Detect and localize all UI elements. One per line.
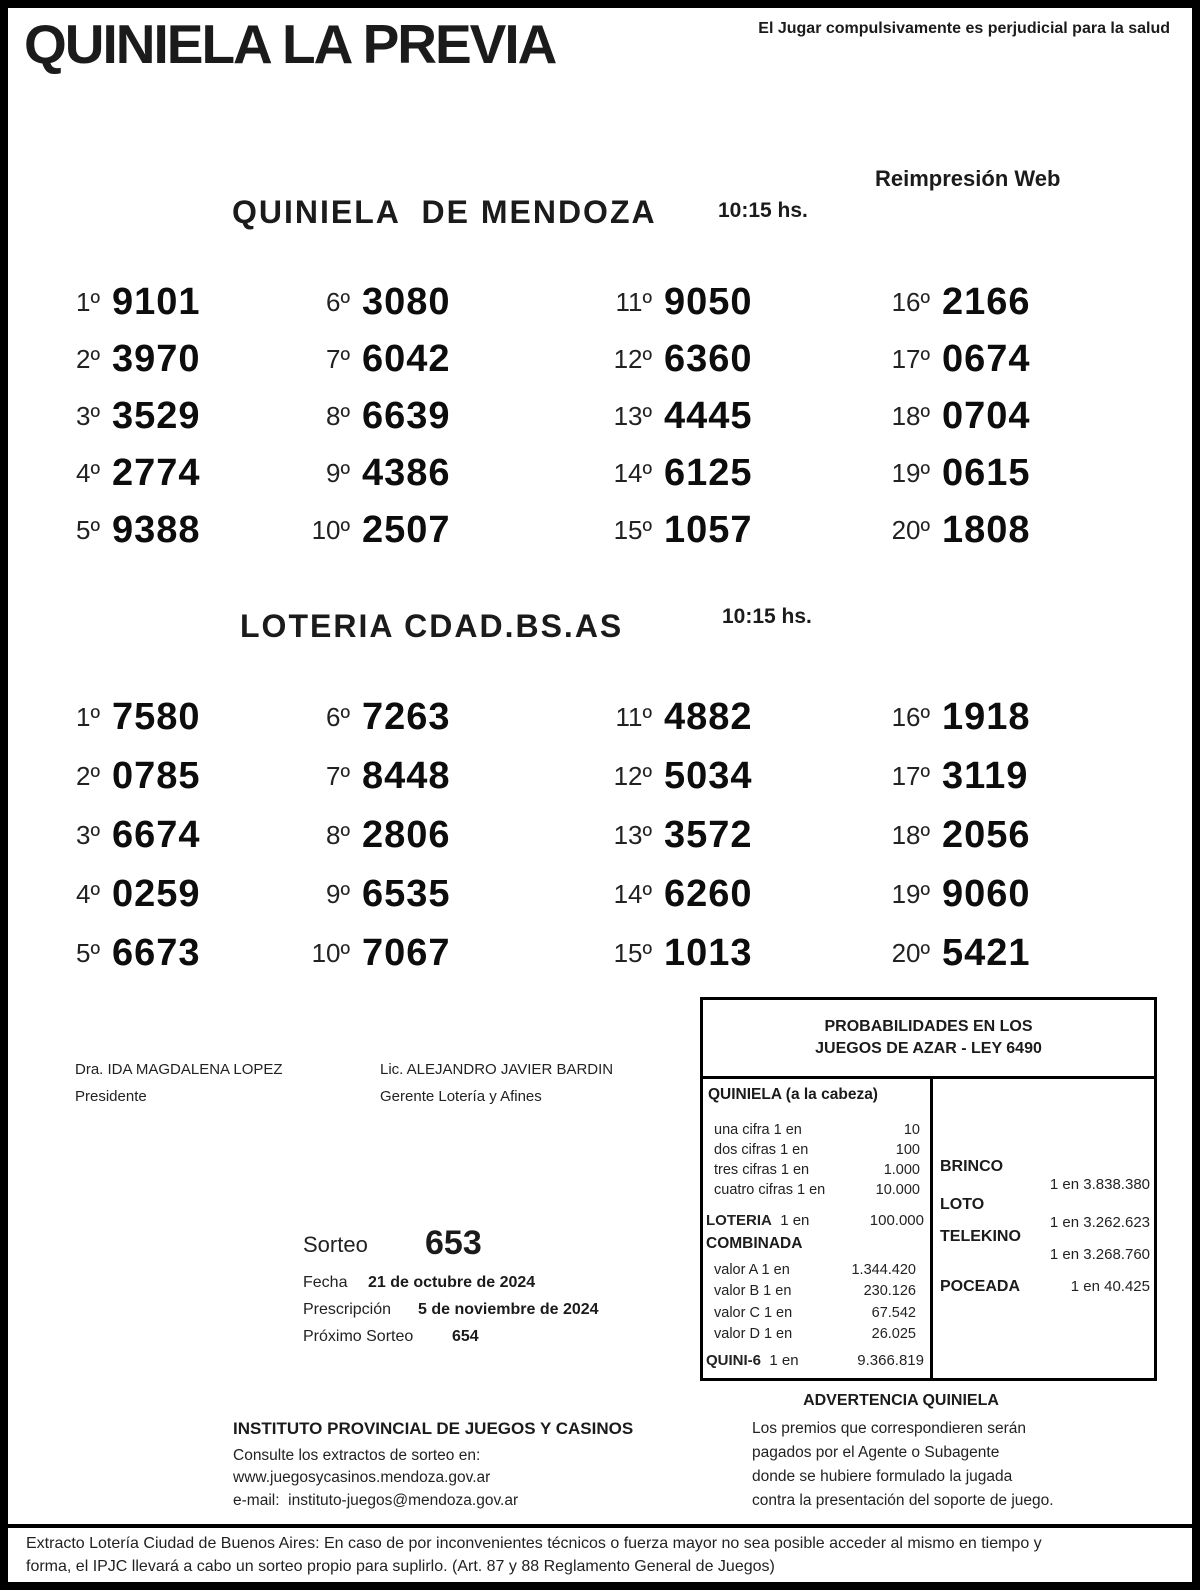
result-number: 2806 — [362, 814, 451, 856]
result-cell — [878, 865, 1108, 924]
email-label: e-mail: — [233, 1492, 280, 1509]
result-number: 6360 — [664, 338, 753, 380]
result-cell — [878, 747, 1108, 806]
result-cell — [48, 274, 298, 331]
bsas-draw-time: 10:15 hs. — [722, 605, 812, 628]
probability-label: tres cifras 1 en — [714, 1162, 810, 1178]
probability-value: 1.000 — [883, 1162, 920, 1178]
result-number: 0704 — [942, 395, 1031, 437]
probability-row — [714, 1302, 916, 1324]
mendoza-draw-time: 10:15 hs. — [718, 199, 808, 222]
result-position: 4º — [76, 458, 100, 488]
probability-label: dos cifras 1 en — [714, 1142, 809, 1158]
institute-email-line — [233, 1492, 518, 1510]
result-position: 10º — [311, 515, 350, 545]
result-number: 4882 — [664, 696, 753, 738]
sorteo-number: 653 — [425, 1224, 482, 1262]
result-number: 6260 — [664, 873, 753, 915]
probability-label: cuatro cifras 1 en — [714, 1182, 826, 1198]
result-cell — [878, 806, 1108, 865]
result-cell — [48, 865, 298, 924]
advertencia-line: Los premios que correspondieren serán — [752, 1420, 1026, 1437]
result-position: 1º — [76, 702, 100, 732]
result-cell — [48, 502, 298, 559]
game-name: LOTO — [940, 1196, 985, 1213]
result-cell — [298, 688, 600, 747]
result-position: 19º — [891, 458, 930, 488]
probability-label: valor B 1 en — [714, 1283, 792, 1300]
result-cell — [600, 806, 878, 865]
result-position: 7º — [326, 761, 350, 791]
loteria-odds-value: 100.000 — [869, 1212, 924, 1229]
result-position: 6º — [326, 287, 350, 317]
result-number: 1057 — [664, 509, 753, 551]
footer-line: Extracto Lotería Ciudad de Buenos Aires: En caso de por inconvenientes técnicos o fuerza mayor no sea posible acceder al mismo en tiempo y — [26, 1535, 1042, 1552]
result-cell — [298, 865, 600, 924]
result-position: 20º — [891, 515, 930, 545]
quiniela-odds-header: QUINIELA (a la cabeza) — [708, 1086, 878, 1103]
result-position: 13º — [613, 401, 652, 431]
result-number: 6125 — [664, 452, 753, 494]
result-cell — [600, 865, 878, 924]
mendoza-section-title: QUINIELA DE MENDOZA — [232, 194, 657, 230]
result-cell — [48, 688, 298, 747]
probability-row — [714, 1120, 920, 1140]
result-position: 11º — [615, 702, 652, 732]
result-position: 5º — [76, 515, 100, 545]
result-number: 2507 — [362, 509, 451, 551]
result-position: 15º — [613, 938, 652, 968]
result-number: 3572 — [664, 814, 753, 856]
advertencia-line: pagados por el Agente o Subagente — [752, 1444, 1000, 1461]
result-number: 4386 — [362, 452, 451, 494]
result-position: 18º — [891, 401, 930, 431]
result-cell — [298, 747, 600, 806]
game-odds — [940, 1278, 1150, 1296]
probabilities-header-divider — [700, 1076, 1157, 1079]
result-number: 6674 — [112, 814, 201, 856]
result-number: 0674 — [942, 338, 1031, 380]
result-cell — [48, 445, 298, 502]
game-odds — [940, 1158, 1150, 1193]
game-odds-value: 1 en 40.425 — [1070, 1278, 1150, 1295]
bsas-results-grid — [48, 688, 1108, 983]
game-name: POCEADA — [940, 1278, 1021, 1295]
probability-label: valor A 1 en — [714, 1261, 790, 1278]
prescripcion-label: Prescripción — [303, 1301, 392, 1318]
game-name: TELEKINO — [940, 1228, 1021, 1245]
probability-row — [714, 1281, 916, 1303]
proximo-sorteo-value: 654 — [452, 1328, 479, 1345]
result-position: 20º — [891, 938, 930, 968]
result-number: 6535 — [362, 873, 451, 915]
advertencia-text — [752, 1420, 1054, 1516]
result-cell — [600, 924, 878, 983]
fecha-value: 21 de octubre de 2024 — [368, 1274, 536, 1291]
result-cell — [600, 274, 878, 331]
result-cell — [298, 806, 600, 865]
result-number: 3119 — [942, 755, 1029, 797]
president-role: Presidente — [75, 1088, 147, 1105]
result-number: 0615 — [942, 452, 1031, 494]
probability-row — [714, 1160, 920, 1180]
result-number: 7580 — [112, 696, 201, 738]
result-cell — [600, 331, 878, 388]
page-title: QUINIELA LA PREVIA — [24, 13, 556, 75]
result-position: 6º — [326, 702, 350, 732]
result-position: 14º — [613, 458, 652, 488]
result-cell — [878, 274, 1108, 331]
result-position: 2º — [76, 761, 100, 791]
bsas-section-title: LOTERIA CDAD.BS.AS — [240, 608, 624, 644]
sorteo-label: Sorteo — [303, 1232, 368, 1257]
result-cell — [48, 388, 298, 445]
quini6-odds-name: QUINI-6 — [706, 1352, 762, 1369]
probability-value: 67.542 — [871, 1304, 916, 1321]
result-number: 5034 — [664, 755, 753, 797]
advertencia-line: contra la presentación del soporte de juego. — [752, 1492, 1054, 1509]
result-position: 9º — [326, 458, 350, 488]
result-position: 8º — [326, 401, 350, 431]
quini6-odds-value: 9.366.819 — [857, 1352, 924, 1369]
result-position: 14º — [613, 879, 652, 909]
institute-website: www.juegosycasinos.mendoza.gov.ar — [233, 1469, 491, 1486]
health-warning: El Jugar compulsivamente es perjudicial para la salud — [758, 20, 1170, 37]
result-position: 3º — [76, 820, 100, 850]
mendoza-results-grid — [48, 274, 1108, 559]
result-position: 2º — [76, 344, 100, 374]
result-number: 2166 — [942, 281, 1031, 323]
result-number: 6042 — [362, 338, 451, 380]
result-cell — [298, 331, 600, 388]
result-position: 3º — [76, 401, 100, 431]
result-number: 5421 — [942, 932, 1031, 974]
result-number: 9060 — [942, 873, 1031, 915]
probabilities-title-line2: JUEGOS DE AZAR - LEY 6490 — [815, 1040, 1042, 1057]
result-cell — [48, 924, 298, 983]
result-cell — [48, 331, 298, 388]
probability-label: valor C 1 en — [714, 1304, 793, 1321]
probability-row — [714, 1140, 920, 1160]
prescripcion-value: 5 de noviembre de 2024 — [418, 1301, 599, 1318]
footer-disclaimer — [26, 1532, 1176, 1578]
fecha-label: Fecha — [303, 1274, 348, 1291]
advertencia-line: donde se hubiere formulado la jugada — [752, 1468, 1013, 1485]
quini6-odds-mid: 1 en — [769, 1352, 799, 1369]
result-position: 9º — [326, 879, 350, 909]
probabilities-title-line1: PROBABILIDADES EN LOS — [824, 1018, 1033, 1035]
result-position: 10º — [311, 938, 350, 968]
proximo-sorteo-label: Próximo Sorteo — [303, 1328, 414, 1345]
game-name: BRINCO — [940, 1158, 1004, 1175]
game-odds-value: 1 en 3.268.760 — [1049, 1246, 1150, 1263]
result-number: 9388 — [112, 509, 201, 551]
result-cell — [298, 445, 600, 502]
result-cell — [878, 688, 1108, 747]
result-position: 5º — [76, 938, 100, 968]
result-cell — [600, 747, 878, 806]
probability-row — [714, 1324, 916, 1346]
email-address: instituto-juegos@mendoza.gov.ar — [288, 1492, 519, 1509]
loteria-odds-row — [706, 1212, 924, 1229]
probability-value: 1.344.420 — [851, 1261, 916, 1278]
result-position: 12º — [613, 344, 652, 374]
manager-name: Lic. ALEJANDRO JAVIER BARDIN — [380, 1061, 614, 1078]
probability-value: 230.126 — [863, 1283, 916, 1300]
game-odds — [940, 1228, 1150, 1263]
result-position: 16º — [891, 287, 930, 317]
result-number: 3970 — [112, 338, 201, 380]
probability-label: valor D 1 en — [714, 1326, 793, 1343]
result-number: 0785 — [112, 755, 201, 797]
footer-line: forma, el IPJC llevará a cabo un sorteo propio para suplirlo. (Art. 87 y 88 Reglamento General de Juegos) — [26, 1558, 775, 1575]
result-number: 6673 — [112, 932, 201, 974]
combinada-odds-rows — [714, 1259, 916, 1345]
result-cell — [600, 502, 878, 559]
institute-consult-line: Consulte los extractos de sorteo en: — [233, 1447, 481, 1464]
result-number: 7067 — [362, 932, 451, 974]
result-number: 3529 — [112, 395, 201, 437]
result-cell — [600, 688, 878, 747]
result-position: 4º — [76, 879, 100, 909]
result-cell — [298, 502, 600, 559]
probability-value: 10.000 — [875, 1182, 920, 1198]
probability-value: 10 — [903, 1122, 920, 1138]
quini6-odds-label — [706, 1352, 799, 1369]
result-position: 19º — [891, 879, 930, 909]
probability-row — [714, 1180, 920, 1200]
result-position: 17º — [891, 344, 930, 374]
result-cell — [878, 502, 1108, 559]
quini6-odds-row — [706, 1352, 924, 1369]
result-number: 3080 — [362, 281, 451, 323]
advertencia-title: ADVERTENCIA QUINIELA — [803, 1392, 999, 1409]
loteria-odds-name: LOTERIA — [706, 1212, 772, 1229]
institute-name: INSTITUTO PROVINCIAL DE JUEGOS Y CASINOS — [233, 1419, 634, 1438]
result-number: 0259 — [112, 873, 201, 915]
result-cell — [878, 924, 1108, 983]
result-number: 8448 — [362, 755, 451, 797]
result-number: 6639 — [362, 395, 451, 437]
probability-row — [714, 1259, 916, 1281]
result-number: 1918 — [942, 696, 1031, 738]
result-position: 8º — [326, 820, 350, 850]
president-name: Dra. IDA MAGDALENA LOPEZ — [75, 1061, 283, 1078]
result-cell — [48, 806, 298, 865]
result-position: 16º — [891, 702, 930, 732]
result-cell — [298, 388, 600, 445]
result-position: 13º — [613, 820, 652, 850]
probabilities-column-divider — [930, 1076, 933, 1381]
result-number: 1808 — [942, 509, 1031, 551]
result-cell — [878, 445, 1108, 502]
footer-divider — [8, 1524, 1192, 1528]
result-cell — [298, 274, 600, 331]
result-position: 17º — [891, 761, 930, 791]
probability-value: 100 — [895, 1142, 920, 1158]
manager-role: Gerente Lotería y Afines — [380, 1088, 542, 1105]
loteria-odds-label — [706, 1212, 809, 1229]
result-number: 2056 — [942, 814, 1031, 856]
result-cell — [298, 924, 600, 983]
result-cell — [48, 747, 298, 806]
game-odds-value: 1 en 3.838.380 — [1049, 1176, 1150, 1193]
game-odds-value: 1 en 3.262.623 — [1049, 1214, 1150, 1231]
result-number: 1013 — [664, 932, 753, 974]
result-position: 12º — [613, 761, 652, 791]
result-number: 9050 — [664, 281, 753, 323]
result-cell — [878, 331, 1108, 388]
game-odds — [940, 1196, 1150, 1231]
result-number: 4445 — [664, 395, 753, 437]
result-number: 7263 — [362, 696, 451, 738]
probability-value: 26.025 — [871, 1326, 916, 1343]
result-position: 11º — [615, 287, 652, 317]
result-position: 7º — [326, 344, 350, 374]
result-number: 2774 — [112, 452, 201, 494]
result-position: 18º — [891, 820, 930, 850]
combinada-odds-header: COMBINADA — [706, 1235, 803, 1252]
result-cell — [878, 388, 1108, 445]
quiniela-odds-rows — [714, 1120, 920, 1200]
probability-label: una cifra 1 en — [714, 1122, 802, 1138]
result-position: 15º — [613, 515, 652, 545]
reprint-web-label: Reimpresión Web — [875, 166, 1061, 191]
result-cell — [600, 445, 878, 502]
loteria-odds-mid: 1 en — [780, 1212, 810, 1229]
result-position: 1º — [76, 287, 100, 317]
result-cell — [600, 388, 878, 445]
result-number: 9101 — [112, 281, 201, 323]
